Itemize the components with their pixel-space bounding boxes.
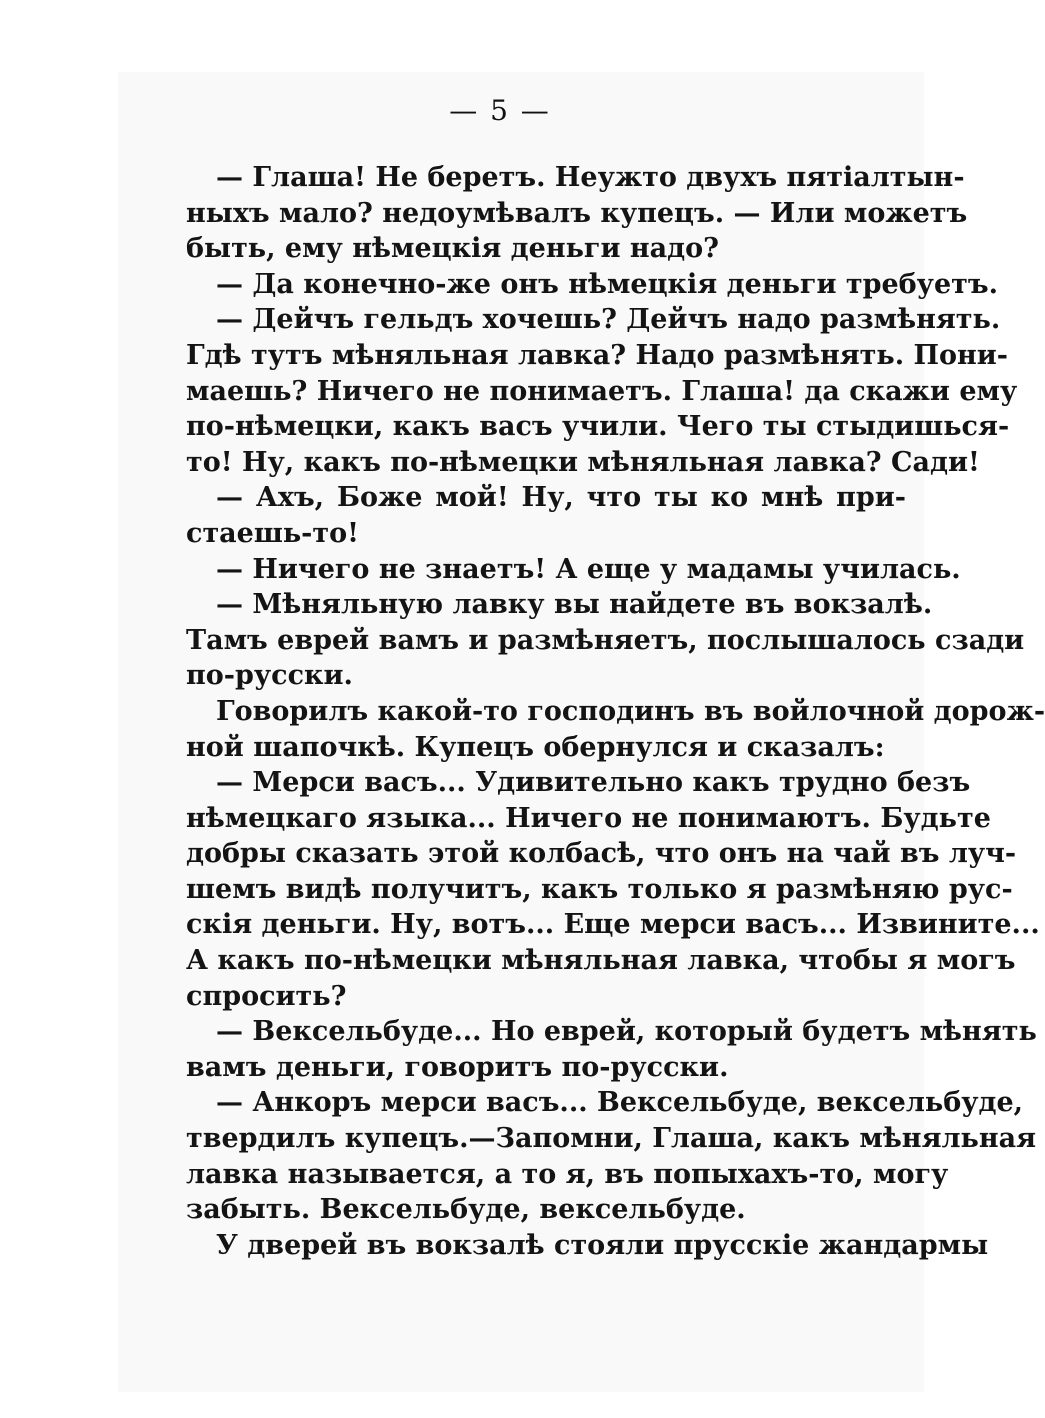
text-line: шемъ видѣ получитъ, какъ только я размѣняю рус-: [186, 873, 1013, 905]
text-line: — Анкоръ мерси васъ... Вексельбуде, вексельбуде,: [216, 1087, 1024, 1119]
text-line: добры сказать этой колбасѣ, что онъ на чай въ луч-: [186, 838, 1017, 870]
text-line: спросить?: [186, 980, 347, 1012]
text-line: скія деньги. Ну, вотъ... Еще мерси васъ... Извините...: [186, 909, 1040, 941]
text-line: — Глаша! Не беретъ. Неужто двухъ пятіалтын-: [216, 162, 965, 193]
page-body-text: [186, 160, 1045, 1263]
text-line: Тамъ еврей вамъ и размѣняетъ, послышалось сзади: [186, 624, 1025, 656]
text-line: маешь? Ничего не понимаетъ. Глаша! да скажи ему: [186, 375, 1018, 407]
text-line: лавка называется, а то я, въ попыхахъ-то, могу: [186, 1158, 949, 1190]
text-line: ной шапочкѣ. Купецъ обернулся и сказалъ:: [186, 731, 885, 763]
text-line: — Ничего не знаетъ! А еще у мадамы училась.: [216, 553, 961, 585]
text-line: — Вексельбуде... Но еврей, который будетъ мѣнять: [216, 1016, 1037, 1048]
text-line: стаешь-то!: [186, 517, 359, 549]
text-line: вамъ деньги, говоритъ по-русски.: [186, 1051, 729, 1083]
text-line: Гдѣ тутъ мѣняльная лавка? Надо размѣнять. Пони-: [186, 339, 1009, 371]
text-line: то! Ну, какъ по-нѣмецки мѣняльная лавка? Сади!: [186, 446, 980, 478]
text-line: — Мѣняльную лавку вы найдете въ вокзалѣ.: [216, 589, 933, 621]
text-line: А какъ по-нѣмецки мѣняльная лавка, чтобы я могъ: [186, 945, 1016, 977]
text-line: — Дейчъ гельдъ хочешь? Дейчъ надо размѣнять.: [216, 304, 1001, 336]
text-line: твердилъ купецъ.—Запомни, Глаша, какъ мѣняльная: [186, 1123, 1037, 1155]
text-line: Говорилъ какой-то господинъ въ войлочной дорож-: [216, 695, 1045, 727]
page-number: — 5 —: [449, 94, 551, 127]
text-line: — Да конечно-же онъ нѣмецкія деньги требуетъ.: [216, 268, 998, 300]
text-line: забыть. Вексельбуде, вексельбуде.: [186, 1194, 746, 1226]
text-line: нѣмецкаго языка... Ничего не понимаютъ. Будьте: [186, 802, 991, 834]
text-line: по-русски.: [186, 660, 353, 692]
text-line: — Ахъ, Боже мой! Ну, что ты ко мнѣ при-: [216, 482, 906, 514]
text-line: быть, ему нѣмецкія деньги надо?: [186, 233, 719, 265]
text-line: У дверей въ вокзалѣ стояли прусскіе жандармы: [216, 1229, 989, 1261]
text-line: по-нѣмецки, какъ васъ учили. Чего ты стыдишься-: [186, 411, 1010, 443]
text-line: — Мерси васъ... Удивительно какъ трудно безъ: [216, 767, 971, 799]
text-line: ныхъ мало? недоумѣвалъ купецъ. — Или можетъ: [186, 197, 968, 229]
